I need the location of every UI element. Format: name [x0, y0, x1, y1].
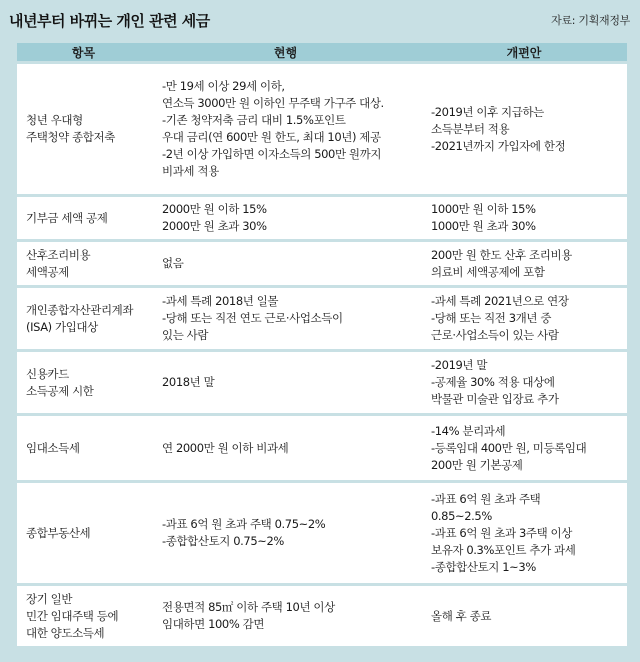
revised-cell: -2019년 말 -공제율 30% 적용 대상에 박물관 미술관 입장료 추가: [421, 352, 627, 413]
current-cell: 없음: [150, 242, 421, 285]
revised-cell: -과표 6억 원 초과 주택 0.85~2.5% -과표 6억 원 초과 3주택 이상 보유자 0.3%포인트 추가 과세 -종합합산토지 1~3%: [421, 483, 627, 583]
column-header-item: 항목: [17, 43, 150, 61]
header: [0, 0, 640, 40]
item-cell: 장기 일반 민간 임대주택 등에 대한 양도소득세: [17, 586, 150, 646]
revised-cell: -14% 분리과세 -등록임대 400만 원, 미등록임대 200만 원 기본공제: [421, 416, 627, 480]
item-cell: 산후조리비용 세액공제: [17, 242, 150, 285]
item-cell: 임대소득세: [17, 416, 150, 480]
revised-cell: 200만 원 한도 산후 조리비용 의료비 세액공제에 포함: [421, 242, 627, 285]
column-header-revised: 개편안: [421, 43, 627, 61]
current-cell: -만 19세 이상 29세 이하, 연소득 3000만 원 이하인 무주택 가구주 대상. -기존 청약저축 금리 대비 1.5%포인트 우대 금리(연 600만 원 한도, 최대 10년) 제공 -2년 이상 가입하면 이자소득의 500만 원까지 비과세 적용: [150, 64, 421, 194]
tax-changes-table: [17, 40, 627, 649]
table-row: [17, 416, 627, 480]
current-cell: 전용면적 85㎡ 이하 주택 10년 이상 임대하면 100% 감면: [150, 586, 421, 646]
table-header-row: [17, 43, 627, 61]
table-row: [17, 586, 627, 646]
item-cell: 종합부동산세: [17, 483, 150, 583]
item-cell: 신용카드 소득공제 시한: [17, 352, 150, 413]
table-row: [17, 483, 627, 583]
table-row: [17, 197, 627, 239]
table-row: [17, 242, 627, 285]
revised-cell: -과세 특례 2021년으로 연장 -당해 또는 직전 3개년 중 근로·사업소득이 있는 사람: [421, 288, 627, 349]
table-row: [17, 352, 627, 413]
item-cell: 청년 우대형 주택청약 종합저축: [17, 64, 150, 194]
table-row: [17, 64, 627, 194]
current-cell: 연 2000만 원 이하 비과세: [150, 416, 421, 480]
current-cell: 2018년 말: [150, 352, 421, 413]
page-title: 내년부터 바뀌는 개인 관련 세금: [9, 11, 210, 30]
table-row: [17, 288, 627, 349]
current-cell: -과세 특례 2018년 일몰 -당해 또는 직전 연도 근로·사업소득이 있는 사람: [150, 288, 421, 349]
current-cell: -과표 6억 원 초과 주택 0.75~2% -종합합산토지 0.75~2%: [150, 483, 421, 583]
column-header-current: 현행: [150, 43, 421, 61]
current-cell: 2000만 원 이하 15% 2000만 원 초과 30%: [150, 197, 421, 239]
revised-cell: 올해 후 종료: [421, 586, 627, 646]
revised-cell: 1000만 원 이하 15% 1000만 원 초과 30%: [421, 197, 627, 239]
item-cell: 개인종합자산관리계좌 (ISA) 가입대상: [17, 288, 150, 349]
source-note: 자료: 기획재정부: [551, 14, 630, 27]
item-cell: 기부금 세액 공제: [17, 197, 150, 239]
revised-cell: -2019년 이후 지급하는 소득분부터 적용 -2021년까지 가입자에 한정: [421, 64, 627, 194]
